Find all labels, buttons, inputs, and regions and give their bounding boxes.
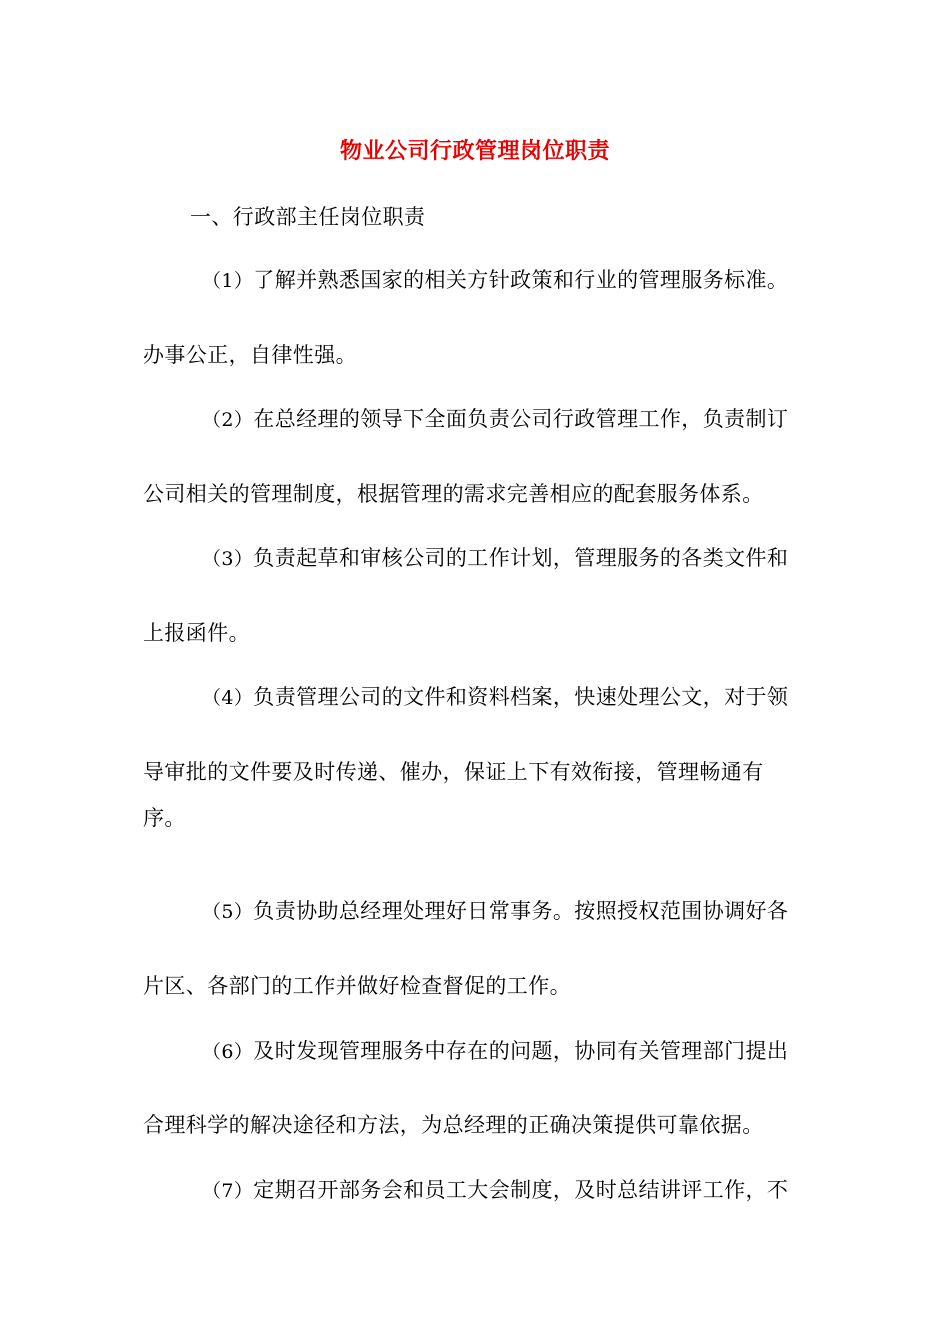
list-item <box>202 893 788 930</box>
item-text: 了解并熟悉国家的相关方针政策和行业的管理服务标准。 <box>253 268 789 292</box>
item-continuation: 序。 <box>143 806 186 830</box>
list-item <box>202 1033 788 1070</box>
item-continuation: 办事公正，自律性强。 <box>143 343 357 367</box>
list-item <box>202 679 788 716</box>
item-text: 及时发现管理服务中存在的问题，协同有关管理部门提出 <box>253 1039 789 1063</box>
item-number: （4） <box>202 687 254 709</box>
item-continuation: 导审批的文件要及时传递、催办，保证上下有效衔接，管理畅通有 <box>143 760 764 784</box>
item-text: 在总经理的领导下全面负责公司行政管理工作，负责制订 <box>253 407 789 431</box>
item-number: （1） <box>202 270 254 292</box>
item-number: （7） <box>202 1180 254 1202</box>
list-item <box>202 262 788 299</box>
section-heading: 一、行政部主任岗位职责 <box>190 205 426 229</box>
item-text: 负责协助总经理处理好日常事务。按照授权范围协调好各 <box>253 899 789 923</box>
list-item <box>202 401 788 438</box>
item-number: （6） <box>202 1041 254 1063</box>
item-text: 负责管理公司的文件和资料档案，快速处理公文，对于领 <box>253 685 789 709</box>
item-continuation: 公司相关的管理制度，根据管理的需求完善相应的配套服务体系。 <box>143 482 764 506</box>
item-continuation: 合理科学的解决途径和方法，为总经理的正确决策提供可靠依据。 <box>143 1113 764 1137</box>
list-item <box>202 1172 788 1209</box>
item-text: 定期召开部务会和员工大会制度，及时总结讲评工作，不 <box>253 1178 789 1202</box>
document-title: 物业公司行政管理岗位职责 <box>339 139 610 164</box>
item-continuation: 片区、各部门的工作并做好检查督促的工作。 <box>143 974 571 998</box>
item-number: （2） <box>202 409 254 431</box>
item-continuation: 上报函件。 <box>143 621 250 645</box>
item-number: （3） <box>202 548 254 570</box>
list-item <box>202 540 788 577</box>
item-text: 负责起草和审核公司的工作计划，管理服务的各类文件和 <box>253 546 789 570</box>
item-number: （5） <box>202 901 254 923</box>
